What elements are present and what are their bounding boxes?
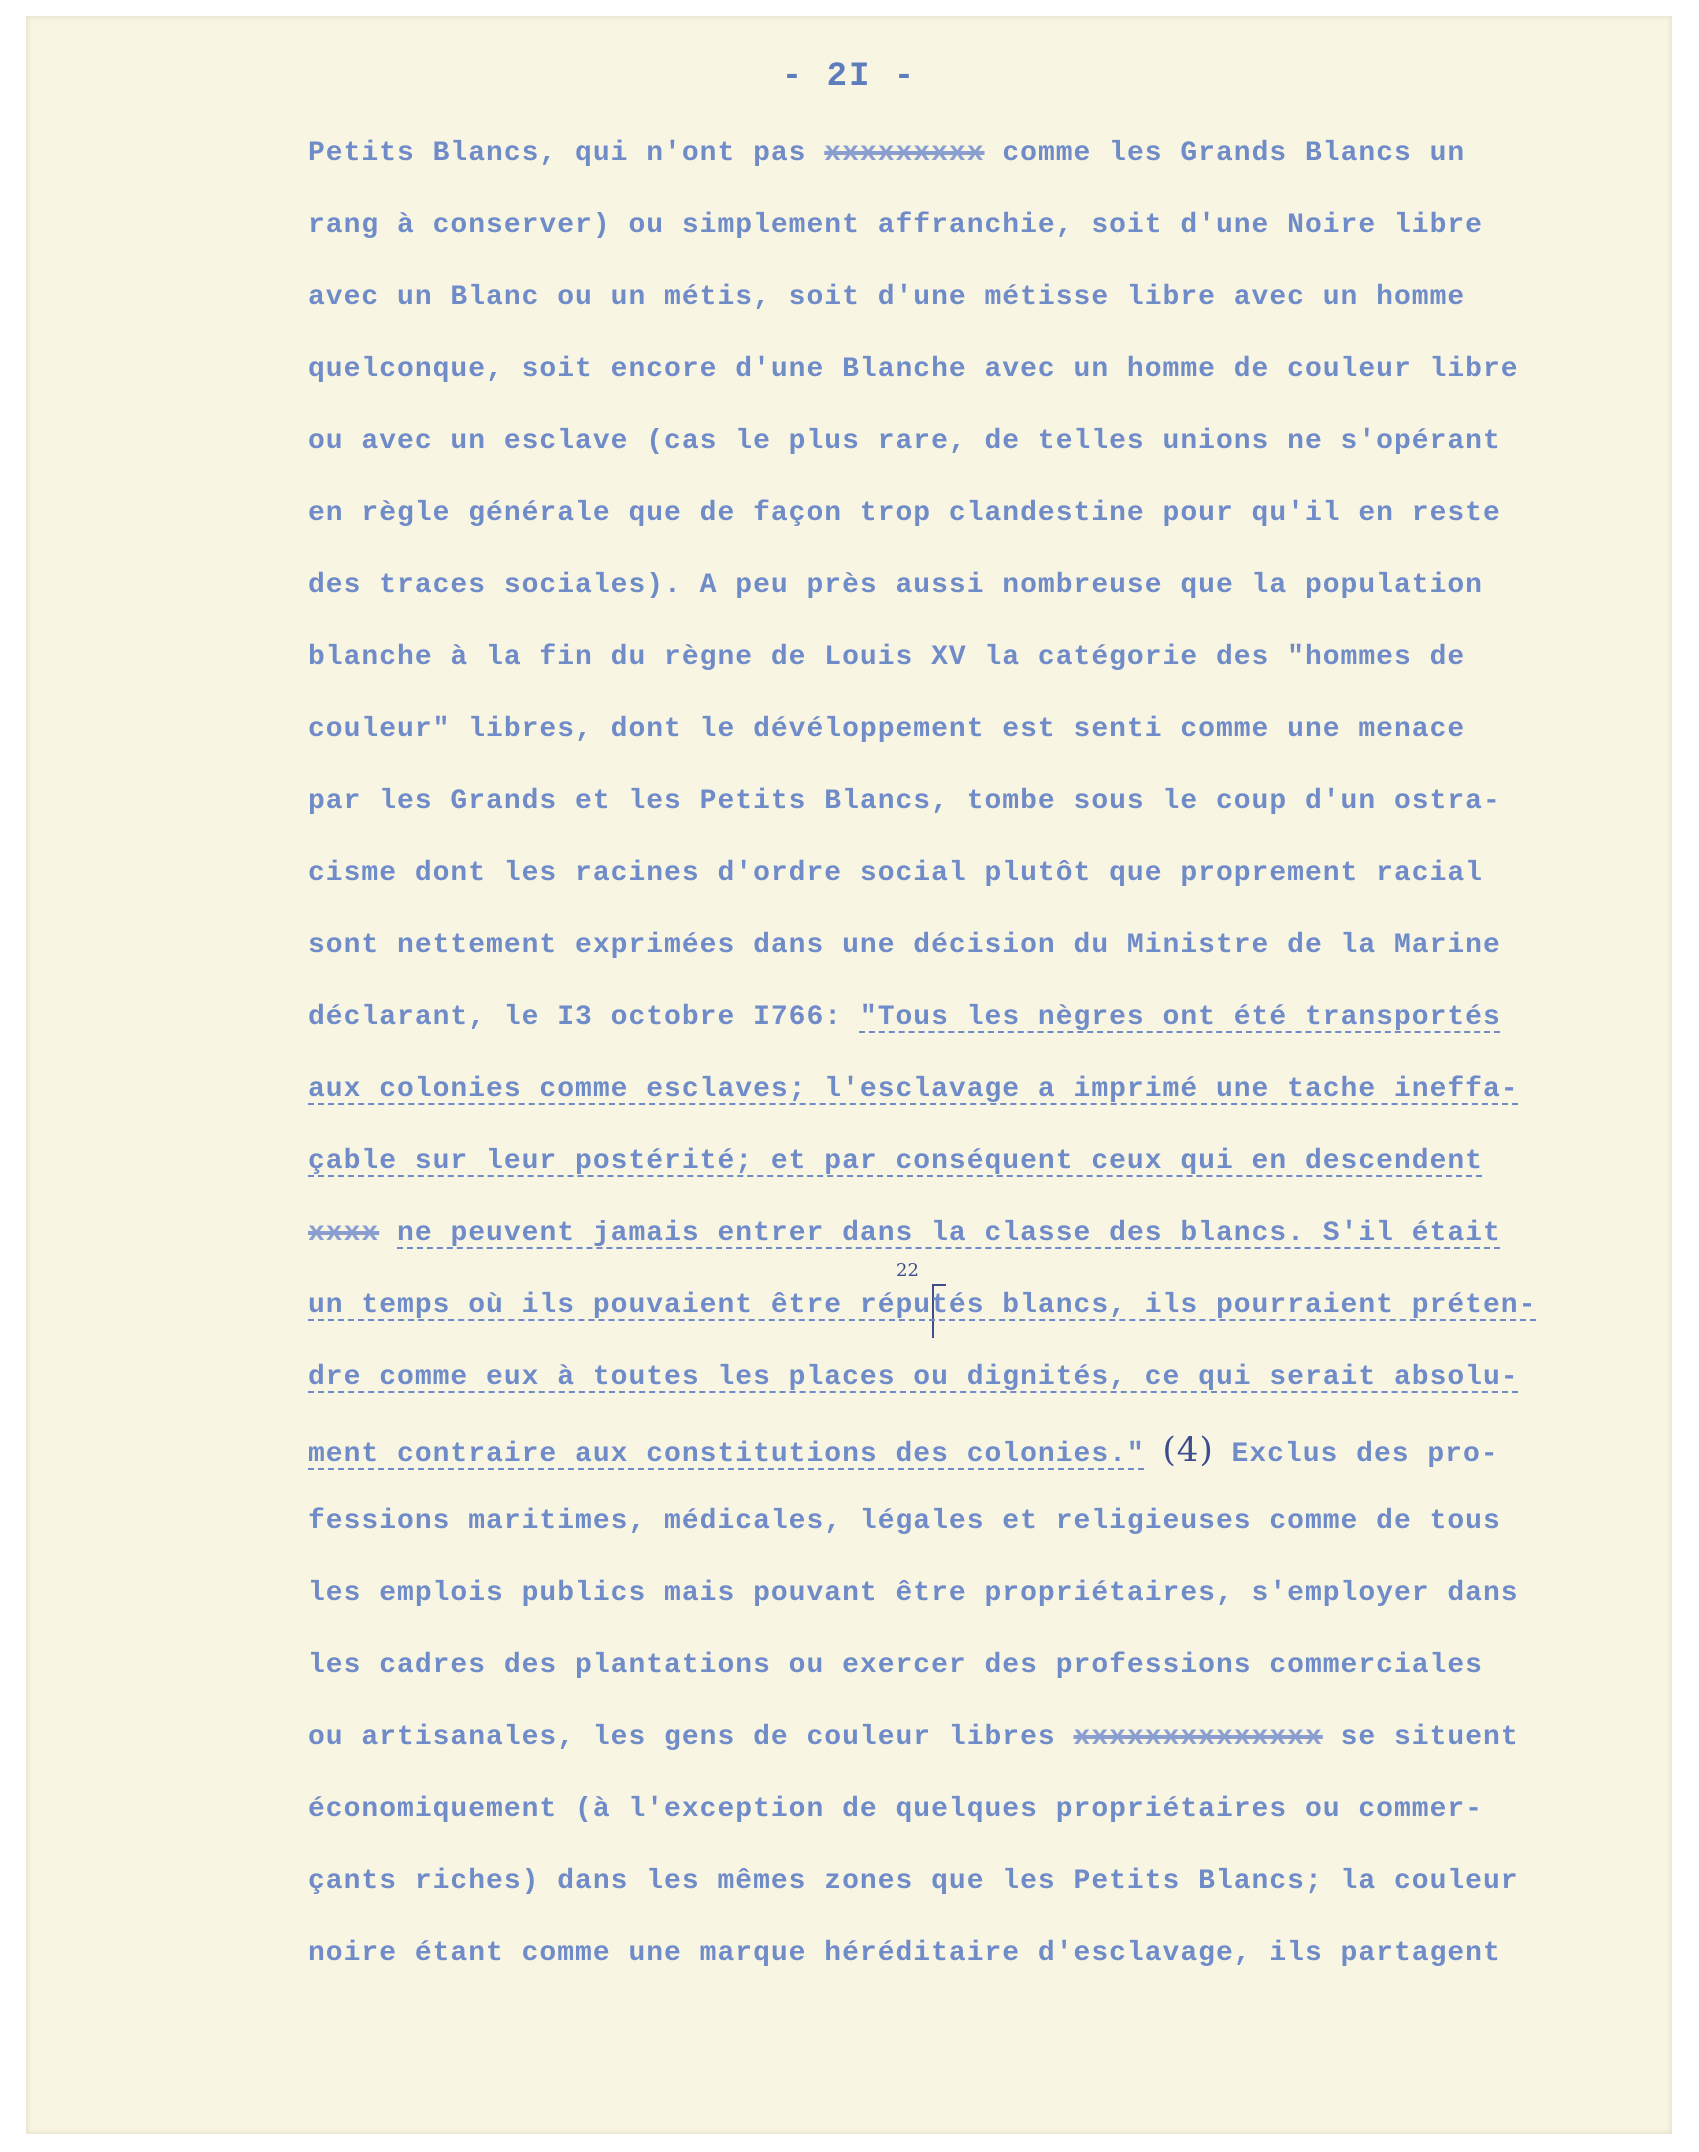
text-line: blanche à la fin du règne de Louis XV la catégorie des "hommes de bbox=[308, 642, 1466, 673]
quotation: aux colonies comme esclaves; l'esclavage a imprimé une tache ineffa- bbox=[308, 1074, 1519, 1105]
text-line: avec un Blanc ou un métis, soit d'une métisse libre avec un homme bbox=[308, 282, 1466, 313]
text-line: ment contraire aux constitutions des colonies." (4) Exclus des pro- bbox=[308, 1430, 1499, 1470]
margin-page-note: 22 bbox=[896, 1260, 919, 1281]
quotation: ment contraire aux constitutions des colonies." bbox=[308, 1439, 1145, 1470]
text-line: ou artisanales, les gens de couleur libres xxxxxxxxxxxxxx se situent bbox=[308, 1722, 1519, 1753]
struck-out-word: xxxx bbox=[308, 1218, 380, 1249]
text-line: sont nettement exprimées dans une décision du Ministre de la Marine bbox=[308, 930, 1501, 961]
text-line: des traces sociales). A peu près aussi nombreuse que la population bbox=[308, 570, 1483, 601]
struck-out-word: xxxxxxxxxxxxxx bbox=[1073, 1722, 1323, 1753]
text-line: noire étant comme une marque héréditaire d'esclavage, ils partagent bbox=[308, 1938, 1501, 1969]
text-line: économiquement (à l'exception de quelques propriétaires ou commer- bbox=[308, 1794, 1483, 1825]
typewritten-page bbox=[26, 16, 1672, 2134]
text-line: par les Grands et les Petits Blancs, tombe sous le coup d'un ostra- bbox=[308, 786, 1501, 817]
footnote-marker: (4) bbox=[1162, 1430, 1214, 1470]
quotation: dre comme eux à toutes les places ou dignités, ce qui serait absolu- bbox=[308, 1362, 1519, 1393]
text-line: en règle générale que de façon trop clandestine pour qu'il en reste bbox=[308, 498, 1501, 529]
text-line: les cadres des plantations ou exercer des professions commerciales bbox=[308, 1650, 1483, 1681]
text-line bbox=[308, 1208, 1668, 1280]
page-number: - 2I - bbox=[781, 58, 917, 96]
body-text bbox=[308, 128, 1668, 2000]
text-line: les emplois publics mais pouvant être propriétaires, s'employer dans bbox=[308, 1578, 1519, 1609]
text-line bbox=[308, 1280, 1668, 1352]
text-line bbox=[308, 1352, 1668, 1424]
text-line bbox=[308, 1136, 1668, 1208]
quotation: "Tous les nègres ont été transportés bbox=[859, 1002, 1501, 1033]
text-line: fessions maritimes, médicales, légales et religieuses comme de tous bbox=[308, 1506, 1501, 1537]
quotation: ne peuvent jamais entrer dans la classe des blancs. S'il était bbox=[397, 1218, 1501, 1249]
text-line bbox=[308, 1064, 1668, 1136]
quotation: çable sur leur postérité; et par conséquent ceux qui en descendent bbox=[308, 1146, 1483, 1177]
text-line: quelconque, soit encore d'une Blanche avec un homme de couleur libre bbox=[308, 354, 1519, 385]
text-line: Petits Blancs, qui n'ont pas xxxxxxxxx comme les Grands Blancs un bbox=[308, 138, 1466, 169]
quotation: un temps où ils pouvaient être réputés blancs, ils pourraient préten- bbox=[308, 1290, 1537, 1321]
text-line: rang à conserver) ou simplement affranchie, soit d'une Noire libre bbox=[308, 210, 1483, 241]
text-line: çants riches) dans les mêmes zones que les Petits Blancs; la couleur bbox=[308, 1866, 1519, 1897]
text-line: ou avec un esclave (cas le plus rare, de telles unions ne s'opérant bbox=[308, 426, 1501, 457]
struck-out-word: xxxxxxxxx bbox=[824, 138, 985, 169]
text-line: couleur" libres, dont le dévéloppement est senti comme une menace bbox=[308, 714, 1466, 745]
text-line: cisme dont les racines d'ordre social plutôt que proprement racial bbox=[308, 858, 1483, 889]
text-line: déclarant, le I3 octobre I766: "Tous les nègres ont été transportés bbox=[308, 1002, 1501, 1033]
